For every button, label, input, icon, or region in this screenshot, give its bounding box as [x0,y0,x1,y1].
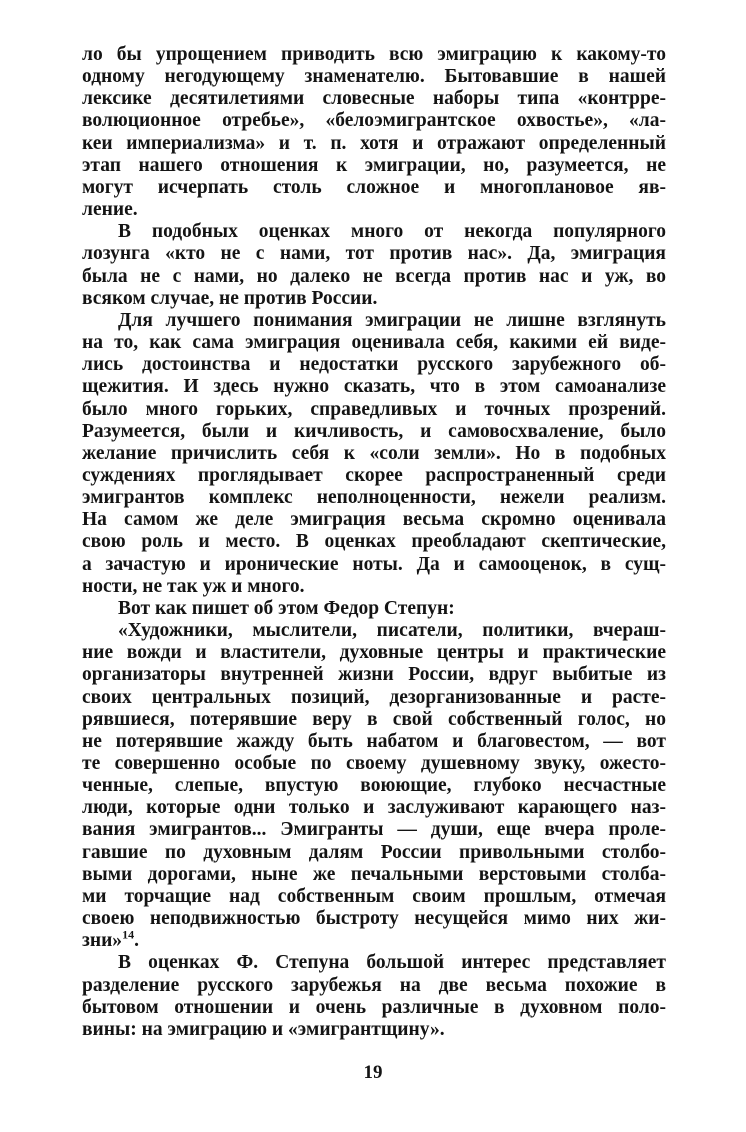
paragraph [82,44,666,221]
text-line: Разумеется, были и кичливость, и самовосхваление, было [82,420,666,442]
text-line: На самом же деле эмиграция весьма скромно оценивала [82,509,666,531]
text-line: эмигрантов комплекс неполноценности, нежели реализм. [82,487,666,509]
text-line: свою роль и место. В оценках преобладают скептические, [82,531,666,553]
text-line: организаторы внутренней жизни России, вдруг выбитые из [82,664,666,686]
text-line: ние вожди и властители, духовные центры и практические [82,642,666,664]
text-line: ло бы упрощением приводить всю эмиграцию к какому-то [82,44,666,65]
page-text [82,44,666,1041]
text-line: гавшие по духовным далям России привольными столбо- [82,841,666,863]
page-number: 19 [363,1062,383,1083]
text-line: ченные, слепые, впустую воюющие, глубоко несчастные [82,775,666,797]
text-line: Вот как пишет об этом Федор Степун: [118,597,455,619]
text-line: желание причислить себя к «соли земли». Но в подобных [82,442,666,464]
text-line: те совершенно особые по своему душевному звуку, ожесто- [82,753,666,774]
text-line: В оценках Ф. Степуна большой интерес представляет [118,952,666,974]
text-line: этап нашего отношения к эмиграции, но, разумеется, не [82,154,666,176]
text-fragment: зни» [82,930,123,952]
text-line: бытовом отношении и очень различные в духовном поло- [82,996,666,1018]
text-line: одному негодующему знаменателю. Бытовавшие в нашей [82,66,666,88]
text-line: «Художники, мыслители, писатели, политики, вчераш- [118,620,666,642]
text-line: суждениях проглядывает скорее распространенный среди [82,464,666,486]
quote-paragraph [82,620,666,952]
text-fragment: . [134,930,139,952]
text-line: ление. [82,199,138,221]
text-line: могут исчерпать столь сложное и многоплановое яв- [82,176,666,198]
text-line: выми дорогами, ныне же печальными верстовыми столба- [82,863,666,885]
text-line: кеи империализма» и т. п. хотя и отражают определенный [82,132,666,154]
text-line: своею неподвижностью быстроту несущейся мимо них жи- [82,908,666,930]
paragraph [82,598,666,620]
text-line: ми торчащие над собственным своим прошлым, отмечая [82,885,666,907]
text-line: не потерявшие жажду быть набатом и благовестом, — вот [82,730,666,752]
text-line: люди, которые одни только и заслуживают карающего наз- [82,797,666,819]
text-line: а зачастую и иронические ноты. Да и самооценок, в сущ- [82,553,666,575]
paragraph [82,952,666,1041]
text-line: рявшиеся, потерявшие веру в свой собственный голос, но [82,708,666,730]
text-line: ности, не так уж и много. [82,575,305,597]
text-line: на то, как сама эмиграция оценивала себя, какими ей виде- [82,332,666,354]
text-line: разделение русского зарубежья на две весьма похожие в [82,974,666,996]
text-line: вины: на эмиграцию и «эмигрантщину». [82,1018,445,1040]
text-line: В подобных оценках много от некогда популярного [118,221,666,243]
text-line: своих центральных позиций, дезорганизованные и расте- [82,686,666,708]
text-line: вания эмигрантов... Эмигранты — души, еще вчера проле- [82,819,666,841]
paragraph [82,221,666,310]
text-line: лись достоинства и недостатки русского зарубежного об- [82,354,666,376]
text-line: была не с нами, но далеко не всегда против нас и уж, во [82,265,666,287]
text-line: было много горьких, справедливых и точных прозрений. [82,398,666,420]
text-line: лексике десятилетиями словесные наборы типа «контрре- [82,88,666,110]
text-line: щежития. И здесь нужно сказать, что в этом самоанализе [82,376,666,398]
text-line: лозунга «кто не с нами, тот против нас». Да, эмиграция [82,243,666,265]
text-line: волюционное отребье», «белоэмигрантское охвостье», «ла- [82,110,666,132]
text-line: Для лучшего понимания эмиграции не лишне взглянуть [118,309,666,331]
text-line: всяком случае, не против России. [82,287,378,309]
paragraph [82,310,666,598]
footnote-reference: 14 [122,927,135,942]
text-line-with-footnote [82,927,666,952]
